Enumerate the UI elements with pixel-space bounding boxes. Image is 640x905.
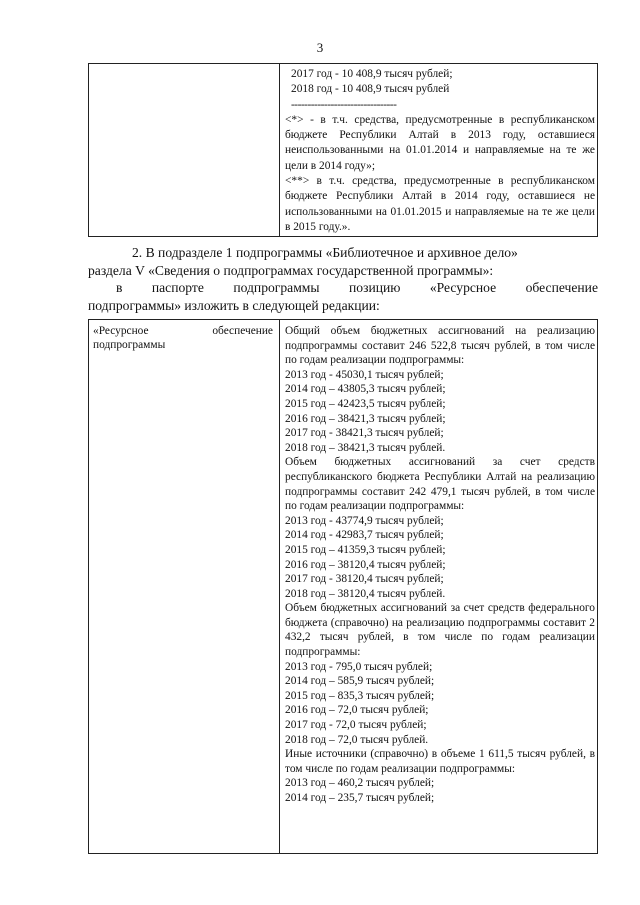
paragraph-line: в паспорте подпрограммы позицию «Ресурсное обеспечение — [116, 280, 598, 295]
footnote-2: <**> в т.ч. средства, предусмотренные в республиканском бюджете Республики Алтай в 2014 году, оставшиеся не использованными на 01.01.2015 и направляемые на те же цели в 2015 году.». — [285, 175, 595, 233]
republic-year-line: 2018 год – 38120,4 тысяч рублей. — [285, 587, 446, 600]
funding-line-2018: 2018 год - 10 408,9 тысяч рублей — [291, 83, 450, 96]
total-funding-intro: Общий объем бюджетных ассигнований на реализацию подпрограммы составит 246 522,8 тысяч рублей, в том числе по годам реализации подпрограммы: — [285, 325, 595, 367]
paragraph-line: подпрограммы» изложить в следующей редакции: — [88, 297, 380, 313]
row-content — [285, 324, 595, 806]
total-year-line: 2014 год – 43805,3 тысяч рублей; — [285, 383, 446, 396]
continuation-table — [88, 63, 598, 237]
continuation-cell — [285, 67, 595, 235]
republic-year-line: 2015 год – 41359,3 тысяч рублей; — [285, 543, 446, 556]
federal-year-line: 2015 год – 835,3 тысяч рублей; — [285, 689, 435, 702]
footnote-separator: -------------------------------- — [291, 98, 397, 111]
federal-year-line: 2018 год – 72,0 тысяч рублей. — [285, 733, 429, 746]
republic-year-line: 2017 год - 38120,4 тысяч рублей; — [285, 573, 444, 586]
other-sources-intro: Иные источники (справочно) в объеме 1 611,5 тысяч рублей, в том числе по годам реализации подпрограммы: — [285, 748, 595, 775]
paragraph-line: 2. В подразделе 1 подпрограммы «Библиотечное и архивное дело» — [132, 245, 518, 260]
federal-year-line: 2017 год - 72,0 тысяч рублей; — [285, 719, 427, 732]
page-number: 3 — [316, 40, 324, 55]
amendment-paragraph-2 — [88, 244, 598, 279]
paragraph-line: раздела V «Сведения о подпрограммах государственной программы»: — [88, 262, 494, 278]
funding-line-2017: 2017 год - 10 408,9 тысяч рублей; — [291, 68, 453, 80]
row-label: «Ресурсное обеспечение подпрограммы — [93, 325, 273, 351]
republic-year-line: 2016 год – 38120,4 тысяч рублей; — [285, 558, 446, 571]
federal-year-line: 2013 год - 795,0 тысяч рублей; — [285, 660, 433, 673]
other-year-line: 2013 год – 460,2 тысяч рублей; — [285, 777, 435, 790]
column-divider — [279, 64, 280, 236]
other-year-line: 2014 год – 235,7 тысяч рублей; — [285, 792, 435, 804]
column-divider — [279, 320, 280, 853]
republic-year-line: 2014 год - 42983,7 тысяч рублей; — [285, 529, 444, 542]
total-year-line: 2018 год – 38421,3 тысяч рублей. — [285, 441, 446, 454]
amendment-instruction — [88, 279, 598, 314]
total-year-line: 2017 год - 38421,3 тысяч рублей; — [285, 427, 444, 440]
federal-funding-intro: Объем бюджетных ассигнований за счет средств федерального бюджета (справочно) на реализацию подпрограммы составит 2 432,2 тысяч рублей, в том числе по годам реализации подпрограммы: — [285, 602, 595, 659]
total-year-line: 2015 год – 42423,5 тысяч рублей; — [285, 397, 446, 410]
republic-year-line: 2013 год - 43774,9 тысяч рублей; — [285, 514, 444, 527]
total-year-line: 2016 год – 38421,3 тысяч рублей; — [285, 412, 446, 425]
federal-year-line: 2014 год – 585,9 тысяч рублей; — [285, 675, 435, 688]
footnote-1: <*> - в т.ч. средства, предусмотренные в республиканском бюджете Республики Алтай в 2013 году, оставшиеся неиспользованными на 01.01.2014 и направляемые на те же цели в 2014 году»; — [285, 113, 595, 172]
federal-year-line: 2016 год – 72,0 тысяч рублей; — [285, 704, 429, 717]
total-year-line: 2013 год - 45030,1 тысяч рублей; — [285, 368, 444, 381]
republic-funding-intro: Объем бюджетных ассигнований за счет средств республиканского бюджета Республики Алтай на реализацию подпрограммы составит 242 479,1 тысяч рублей, в том числе по годам реализации подпрограммы: — [285, 456, 595, 513]
resource-provision-table — [88, 319, 598, 854]
